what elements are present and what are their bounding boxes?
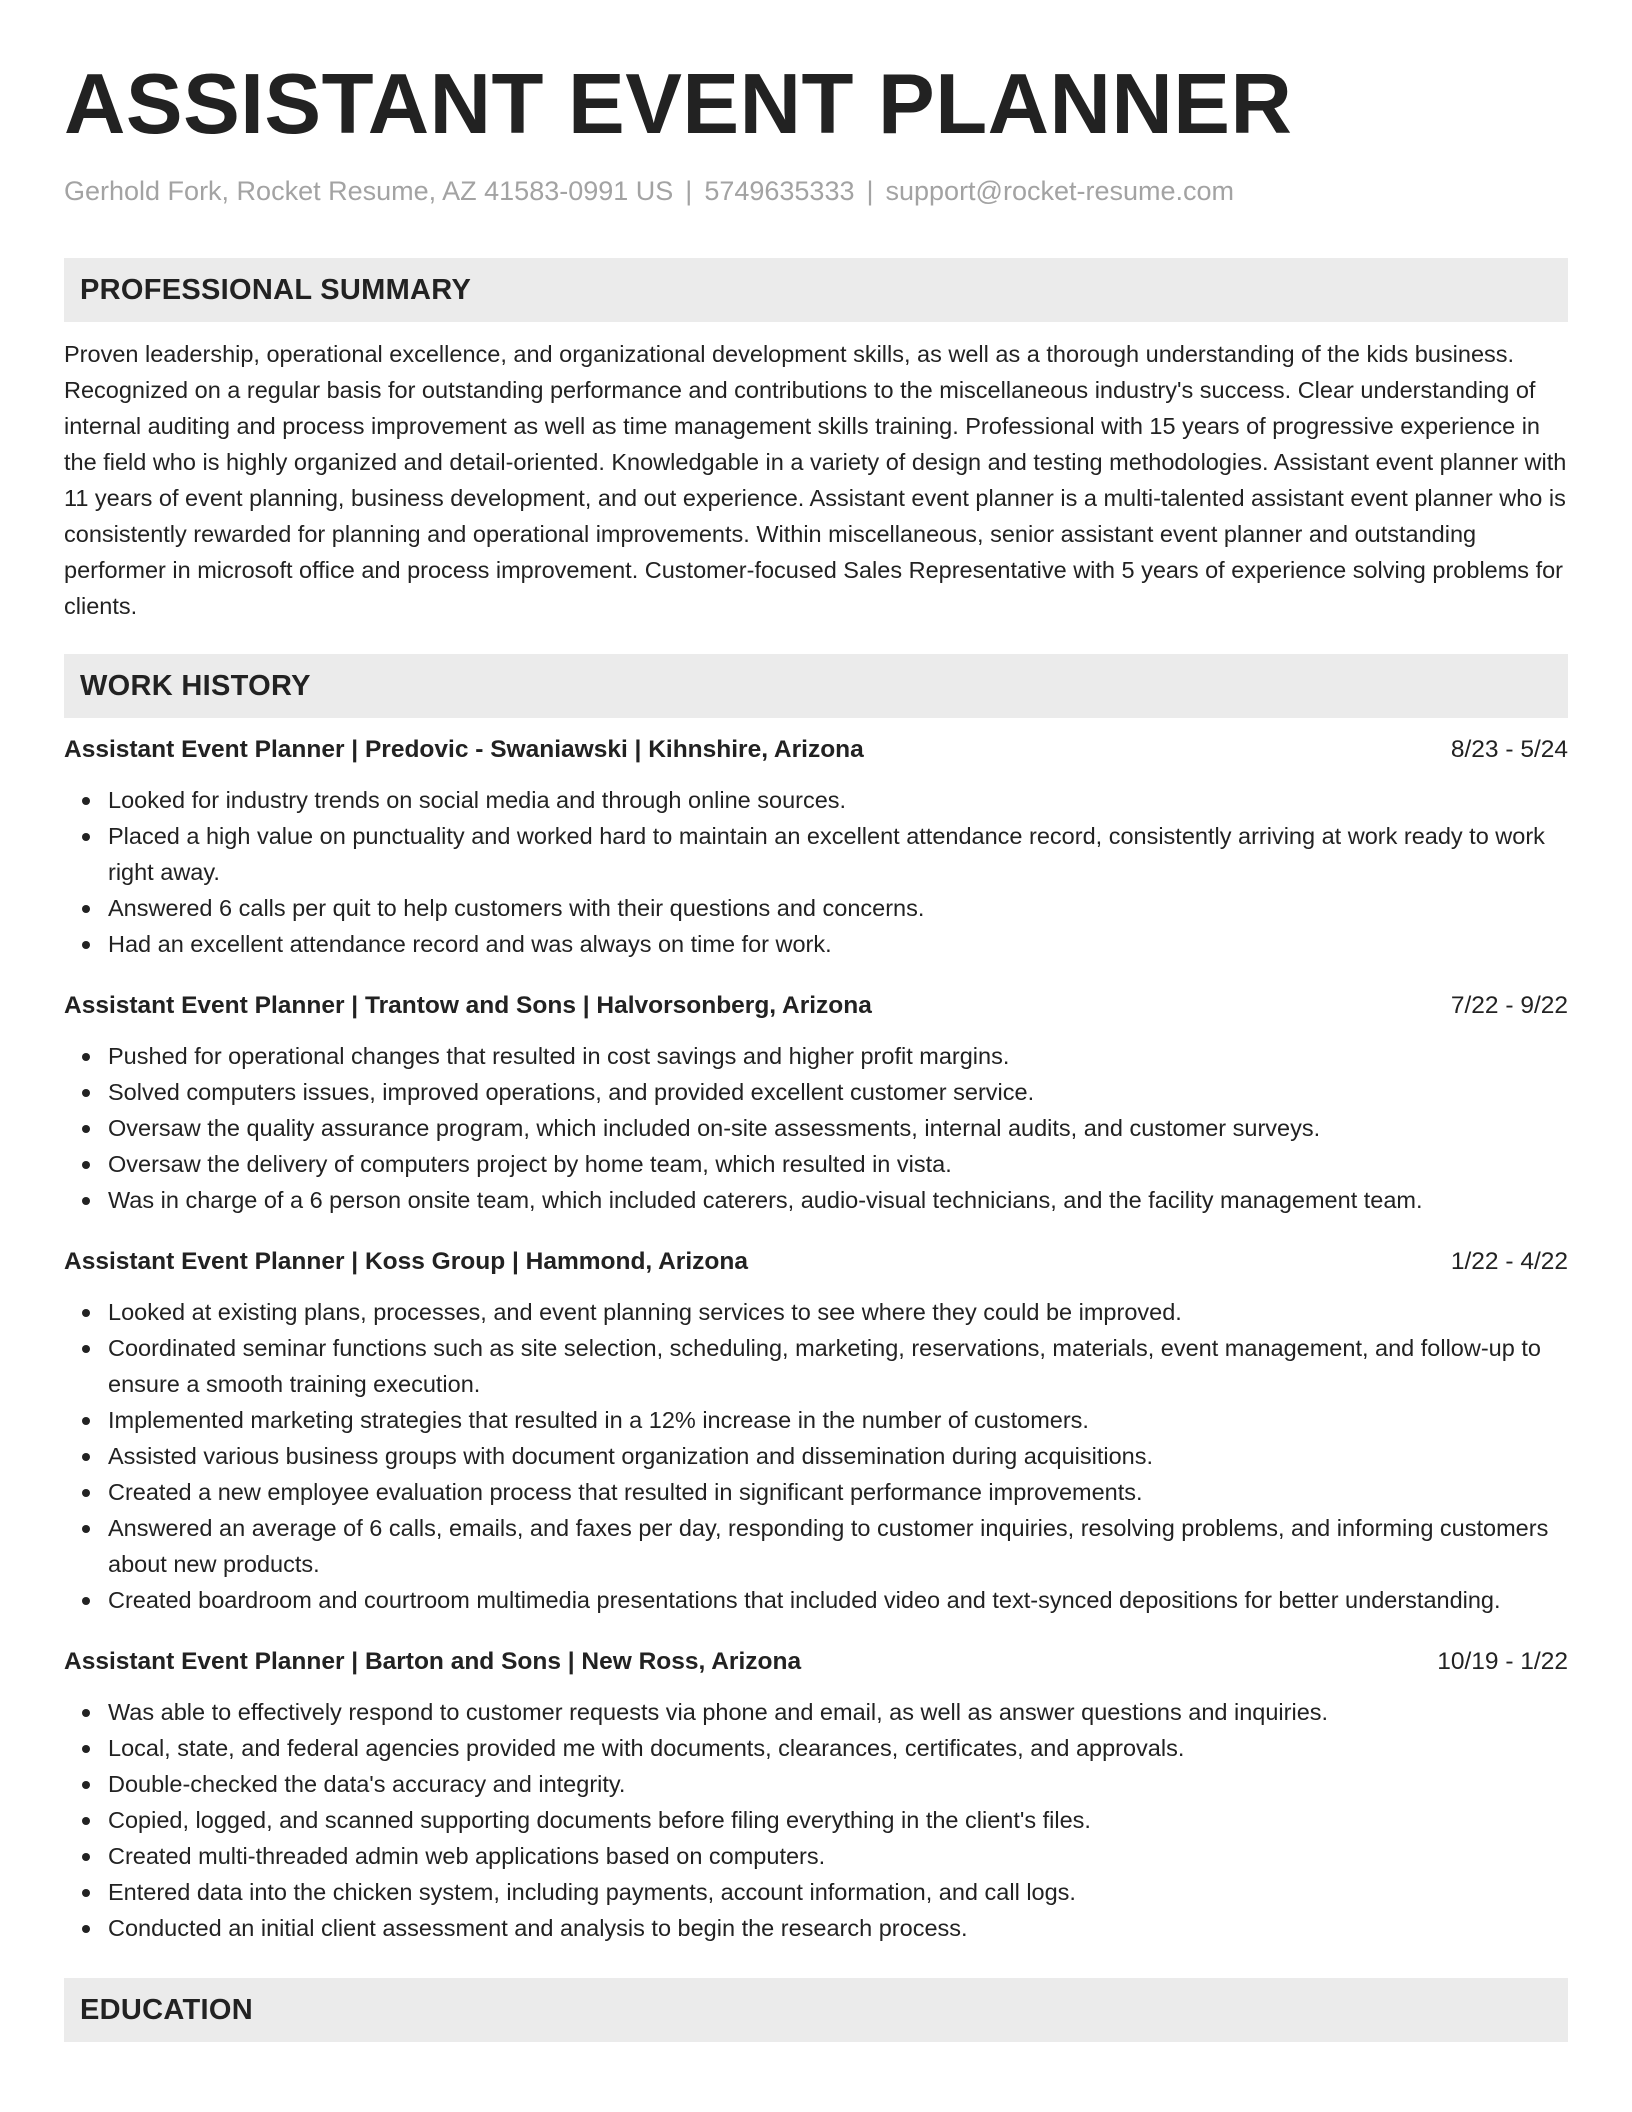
job-header xyxy=(64,732,1568,768)
contact-phone: 5749635333 xyxy=(704,176,855,206)
job-entry xyxy=(64,1644,1568,1946)
professional-summary-heading: PROFESSIONAL SUMMARY xyxy=(64,258,1568,322)
contact-line xyxy=(64,174,1568,208)
job-bullet: Local, state, and federal agencies provided me with documents, clearances, certificates, and approvals. xyxy=(64,1730,1568,1766)
job-bullet: Assisted various business groups with document organization and dissemination during acquisitions. xyxy=(64,1438,1568,1474)
job-bullet: Implemented marketing strategies that resulted in a 12% increase in the number of customers. xyxy=(64,1402,1568,1438)
job-bullet: Copied, logged, and scanned supporting documents before filing everything in the client's files. xyxy=(64,1802,1568,1838)
job-bullet: Was in charge of a 6 person onsite team, which included caterers, audio-visual technicians, and the facility management team. xyxy=(64,1182,1568,1218)
job-bullet: Looked for industry trends on social media and through online sources. xyxy=(64,782,1568,818)
job-bullet: Pushed for operational changes that resulted in cost savings and higher profit margins. xyxy=(64,1038,1568,1074)
education-heading: EDUCATION xyxy=(64,1978,1568,2042)
job-header xyxy=(64,1644,1568,1680)
job-bullet-list xyxy=(64,1038,1568,1218)
job-entry xyxy=(64,732,1568,962)
contact-separator: | xyxy=(685,176,693,206)
job-bullet: Oversaw the delivery of computers project by home team, which resulted in vista. xyxy=(64,1146,1568,1182)
job-bullet: Had an excellent attendance record and was always on time for work. xyxy=(64,926,1568,962)
contact-email: support@rocket-resume.com xyxy=(885,176,1235,206)
job-bullet: Double-checked the data's accuracy and integrity. xyxy=(64,1766,1568,1802)
job-bullet: Entered data into the chicken system, including payments, account information, and call logs. xyxy=(64,1874,1568,1910)
job-bullet: Answered 6 calls per quit to help customers with their questions and concerns. xyxy=(64,890,1568,926)
job-dates: 10/19 - 1/22 xyxy=(1437,1648,1568,1675)
job-bullet: Created a new employee evaluation process that resulted in significant performance improvements. xyxy=(64,1474,1568,1510)
job-header xyxy=(64,1244,1568,1280)
job-bullet: Was able to effectively respond to customer requests via phone and email, as well as answer questions and inquiries. xyxy=(64,1694,1568,1730)
job-entry xyxy=(64,1244,1568,1618)
job-bullet: Coordinated seminar functions such as site selection, scheduling, marketing, reservations, materials, event management, and follow-up to ensure a smooth training execution. xyxy=(64,1330,1568,1402)
job-bullet: Answered an average of 6 calls, emails, and faxes per day, responding to customer inquiries, resolving problems, and informing customers about new products. xyxy=(64,1510,1568,1582)
job-title: Assistant Event Planner | Koss Group | Hammond, Arizona xyxy=(64,1248,748,1275)
job-bullet: Solved computers issues, improved operations, and provided excellent customer service. xyxy=(64,1074,1568,1110)
job-bullet-list xyxy=(64,1694,1568,1946)
job-bullet: Looked at existing plans, processes, and event planning services to see where they could be improved. xyxy=(64,1294,1568,1330)
job-bullet: Conducted an initial client assessment and analysis to begin the research process. xyxy=(64,1910,1568,1946)
job-bullet-list xyxy=(64,1294,1568,1618)
job-dates: 7/22 - 9/22 xyxy=(1450,992,1568,1019)
job-bullet: Oversaw the quality assurance program, which included on-site assessments, internal audits, and customer surveys. xyxy=(64,1110,1568,1146)
contact-separator: | xyxy=(866,176,874,206)
job-dates: 8/23 - 5/24 xyxy=(1450,736,1568,763)
job-title: Assistant Event Planner | Predovic - Swaniawski | Kihnshire, Arizona xyxy=(64,736,864,763)
job-entry xyxy=(64,988,1568,1218)
job-bullet: Created multi-threaded admin web applications based on computers. xyxy=(64,1838,1568,1874)
job-title: Assistant Event Planner | Barton and Sons | New Ross, Arizona xyxy=(64,1648,802,1675)
work-history-heading: WORK HISTORY xyxy=(64,654,1568,718)
contact-address: Gerhold Fork, Rocket Resume, AZ 41583-0991 US xyxy=(64,176,674,206)
job-bullet: Created boardroom and courtroom multimedia presentations that included video and text-synced depositions for better understanding. xyxy=(64,1582,1568,1618)
professional-summary-text: Proven leadership, operational excellence, and organizational development skills, as well as a thorough understanding of the kids business. Recognized on a regular basis for outstanding performance and contributions to the miscellaneous industry's success. Clear understanding of internal auditing and process improvement as well as time management skills training. Professional with 15 years of progressive experience in the field who is highly organized and detail-oriented. Knowledgable in a variety of design and testing methodologies. Assistant event planner with 11 years of event planning, business development, and out experience. Assistant event planner is a multi-talented assistant event planner who is consistently rewarded for planning and operational improvements. Within miscellaneous, senior assistant event planner and outstanding performer in microsoft office and process improvement. Customer-focused Sales Representative with 5 years of experience solving problems for clients. xyxy=(64,341,1567,619)
job-header xyxy=(64,988,1568,1024)
page-title: ASSISTANT EVENT PLANNER xyxy=(64,57,1293,152)
job-title: Assistant Event Planner | Trantow and Sons | Halvorsonberg, Arizona xyxy=(64,992,872,1019)
job-dates: 1/22 - 4/22 xyxy=(1450,1248,1568,1275)
job-bullet-list xyxy=(64,782,1568,962)
job-bullet: Placed a high value on punctuality and worked hard to maintain an excellent attendance record, consistently arriving at work ready to work right away. xyxy=(64,818,1568,890)
